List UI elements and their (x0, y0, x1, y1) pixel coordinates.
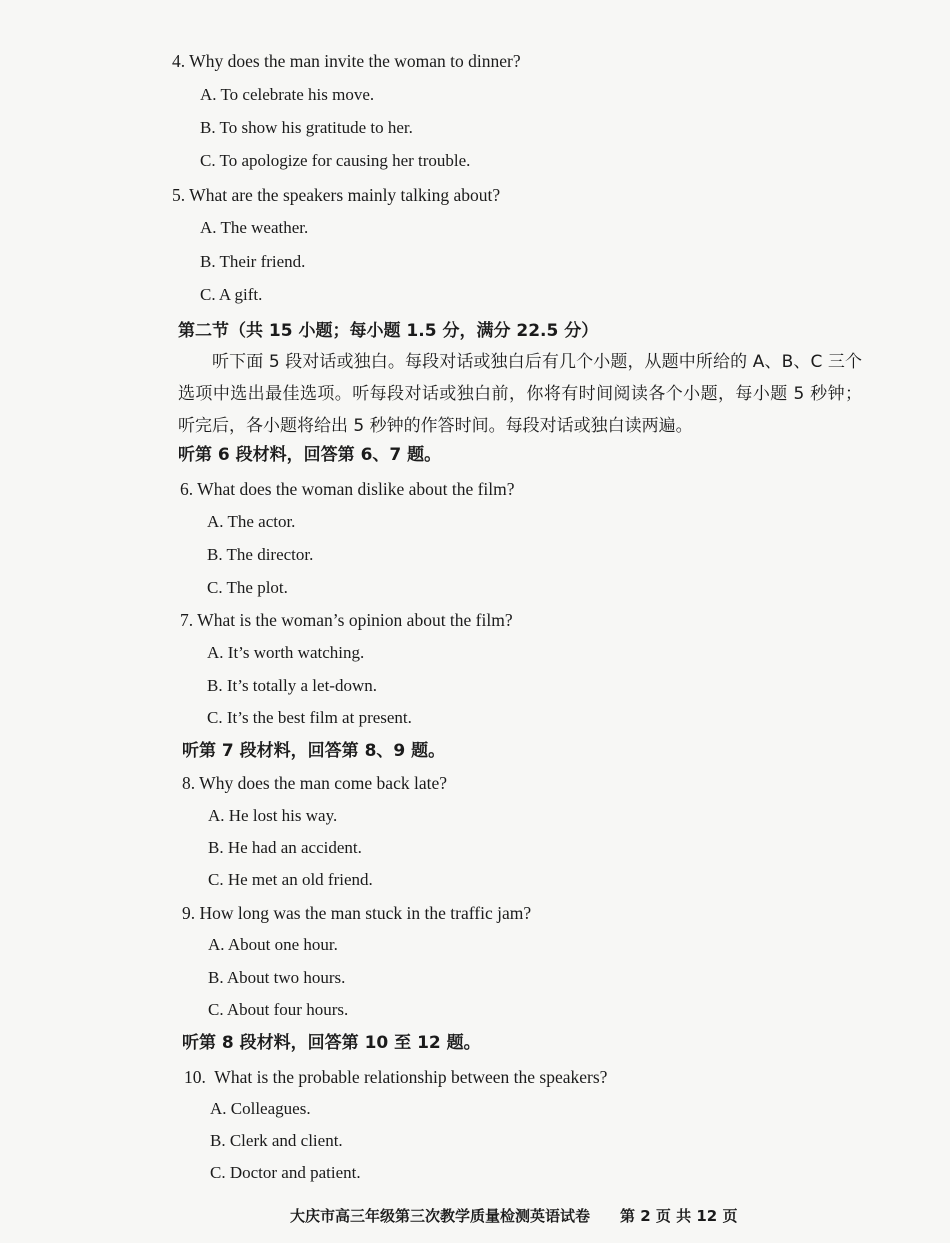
q6-option-c: C. The plot. (207, 578, 288, 597)
q5-option-a: A. The weather. (200, 218, 309, 237)
question-4: 4. Why does the man invite the woman to dinner? (172, 51, 521, 71)
q10-option-c: C. Doctor and patient. (210, 1163, 361, 1182)
section2-instructions: 听下面 5 段对话或独白。每段对话或独白后有几个小题，从题中所给的 A、B、C 三个选项中选出最佳选项。听每段对话或独白前，你将有时间阅读各个小题，每小题 5 秒钟；听完后，各小题将给出 5 秒钟的作答时间。每段对话或独白读两遍。 (178, 352, 862, 436)
question-6: 6. What does the woman dislike about the film? (180, 479, 515, 499)
page-footer (290, 1205, 737, 1226)
q6-option-b: B. The director. (207, 545, 314, 564)
q10-option-a: A. Colleagues. (210, 1099, 311, 1118)
q4-option-b: B. To show his gratitude to her. (200, 118, 413, 137)
group-7-title: 听第 7 段材料，回答第 8、9 题。 (182, 741, 446, 761)
question-9: 9. How long was the man stuck in the traffic jam? (182, 903, 532, 923)
q7-option-c: C. It’s the best film at present. (207, 708, 412, 727)
question-10: 10. What is the probable relationship between the speakers? (184, 1067, 608, 1087)
q10-option-b: B. Clerk and client. (210, 1131, 343, 1150)
q9-option-c: C. About four hours. (208, 1000, 349, 1019)
q7-option-a: A. It’s worth watching. (207, 643, 365, 662)
q9-option-b: B. About two hours. (208, 968, 346, 987)
group-8-title: 听第 8 段材料，回答第 10 至 12 题。 (182, 1033, 481, 1053)
exam-title: 大庆市高三年级第三次教学质量检测英语试卷 (290, 1207, 591, 1225)
q4-option-c: C. To apologize for causing her trouble. (200, 151, 471, 170)
page-number: 第 2 页 共 12 页 (620, 1207, 738, 1225)
question-5: 5. What are the speakers mainly talking about? (172, 185, 501, 205)
q8-option-b: B. He had an accident. (208, 838, 362, 857)
q5-option-b: B. Their friend. (200, 252, 306, 271)
q4-option-a: A. To celebrate his move. (200, 85, 375, 104)
q6-option-a: A. The actor. (207, 512, 296, 531)
q9-option-a: A. About one hour. (208, 935, 338, 954)
question-7: 7. What is the woman’s opinion about the film? (180, 610, 513, 630)
q7-option-b: B. It’s totally a let-down. (207, 676, 377, 695)
section2-heading: 第二节（共 15 小题；每小题 1.5 分，满分 22.5 分） (178, 321, 599, 341)
q8-option-a: A. He lost his way. (208, 806, 338, 825)
q8-option-c: C. He met an old friend. (208, 870, 373, 889)
group-6-title: 听第 6 段材料，回答第 6、7 题。 (178, 445, 442, 465)
question-8: 8. Why does the man come back late? (182, 773, 447, 793)
q5-option-c: C. A gift. (200, 285, 263, 304)
